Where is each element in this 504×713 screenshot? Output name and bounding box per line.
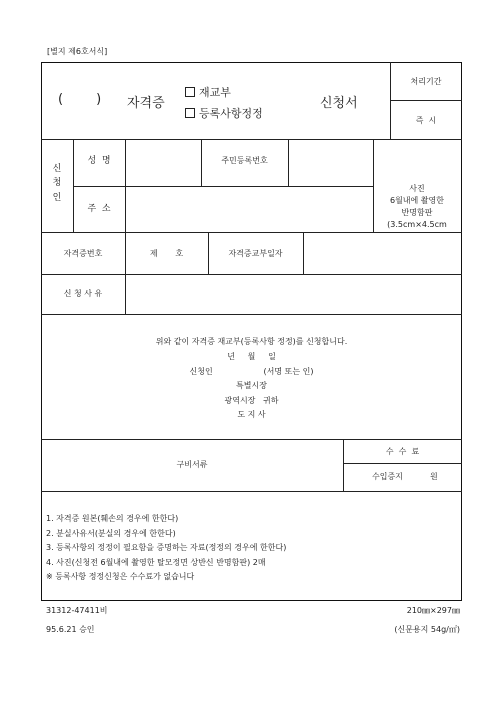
photo-line: (3.5cm×4.5cm: [387, 220, 447, 229]
statement-addressee-1: 특별시장: [236, 381, 267, 390]
address-field[interactable]: [128, 190, 370, 228]
rrn-field[interactable]: [291, 144, 370, 182]
cert-number-label: 자격증번호: [63, 249, 103, 258]
approval-date: 95.6.21 승인: [46, 625, 95, 634]
list-item: ※ 등록사항 정정신청은 수수료가 없습니다: [46, 572, 195, 581]
form-title-main: 자격증: [127, 96, 165, 111]
statement-body: 위와 같이 자격증 재교부(등록사항 정정)를 신청합니다.: [155, 337, 348, 346]
processing-period-value: 즉 시: [415, 116, 437, 125]
photo-line: 반명함판: [401, 208, 433, 217]
paper-size: 210㎜×297㎜: [406, 606, 460, 615]
type-paren: ( ): [58, 92, 102, 107]
list-item: 2. 분실사유서(분실의 경우에 한한다): [46, 528, 176, 538]
list-item: 4. 사진(신청전 6월내에 촬영한 탈모정면 상반신 반명함판) 2매: [46, 557, 266, 567]
list-item: 3. 등록사항의 정정이 필요함을 증명하는 자료(정정의 경우에 한한다): [46, 543, 287, 552]
cert-number-field[interactable]: 제 호: [149, 249, 184, 258]
statement-date: 년 월 일: [227, 352, 276, 361]
required-docs-label: 구비서류: [176, 460, 208, 469]
reason-label: 신 청 사 유: [63, 289, 103, 298]
photo-line: 6월내에 촬영한: [389, 196, 444, 205]
form-reference: [별지 제6호서식]: [47, 47, 108, 56]
statement-addressee-2: 광역시장 귀하: [224, 396, 279, 405]
photo-area: [373, 183, 461, 231]
option-correction[interactable]: 등록사항정정: [185, 105, 263, 121]
required-docs-list: [46, 512, 286, 585]
name-label: 성 명: [87, 156, 111, 166]
reason-field[interactable]: [128, 278, 458, 310]
address-label: 주 소: [87, 204, 111, 214]
photo-line: 사진: [409, 184, 425, 193]
form-title-end: 신청서: [320, 96, 358, 111]
issue-date-field[interactable]: [306, 236, 458, 270]
list-item: 1. 자격증 원본(훼손의 경우에 한한다): [46, 514, 179, 523]
paper-spec: (신문용지 54g/㎡): [394, 625, 460, 634]
issue-date-label: 자격증교부일자: [228, 249, 283, 258]
checkbox-reissue[interactable]: [185, 87, 195, 97]
processing-period-label: 처리기간: [410, 77, 442, 86]
statement-signer: 신청인 (서명 또는 인): [189, 367, 314, 376]
revenue-stamp-unit: 원: [430, 472, 438, 481]
rrn-label: 주민등록번호: [221, 156, 268, 165]
applicant-section-label: 신 청 인: [52, 164, 62, 203]
statement-addressee-3: 도 지 사: [237, 410, 266, 419]
revenue-stamp-label: 수입증지: [372, 472, 403, 481]
form-code: 31312-47411비: [46, 606, 108, 615]
option-reissue[interactable]: 재교부: [185, 84, 231, 100]
name-field[interactable]: [128, 144, 198, 182]
checkbox-correction[interactable]: [185, 108, 195, 118]
fee-label: 수 수 료: [385, 447, 420, 456]
